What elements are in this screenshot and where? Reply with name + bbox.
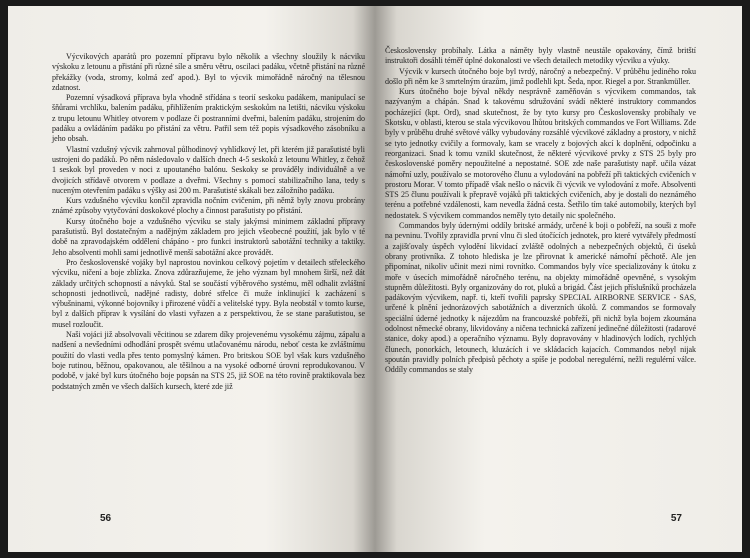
page-number: 56 — [100, 513, 112, 524]
paragraph: Kursy útočného boje a vzdušného výcviku se staly jakýmsi minimem základní přípravy parašutistů. Byl dostatečným a nadějným základem pro jejich všeobecné použití, jak bylo v té době na zpravodajském oddělení chápáno - pro funkci instruktorů sabotážní techniky a taktiky. Jeho absolventi mohli sami jednotlivě menší sabotážní akce provádět. — [52, 216, 365, 257]
paragraph: Výcvikových aparátů pro pozemní přípravu bylo několik a všechny sloužily k nácviku výskoku z letounu a přistání při různé síle a směru větru, oscilaci padáku, včetně přistání na různé překážky (voda, stromy, kolmá zeď apod.). Byl to výcvik mimořádně náročný na tělesnou zdatnost. — [52, 52, 365, 92]
paragraph: Vlastní vzdušný výcvik zahrnoval půlhodinový vyhlídkový let, při kterém již parašutisté byli ustrojeni do padáků. Po něm následovalo v dalších dnech 4-5 seskoků z letounu Whitley, z čehož 1 seskok byl proveden v noci z upoutaného balónu. Seskoky se prováděly individuálně a ve dvojicích střídavě otvorem v podlaze a dveřmi. Všechny s pomocí stabilizačního lana, tedy s nuceným otevřením padáku s výšky asi 200 m. Parašutisté skákali bez záložního padáku. — [52, 144, 365, 195]
paragraph: Kurs vzdušného výcviku končil zpravidla nočním cvičením, při němž byly znovu probrány známé způsoby vytyčování doskokové plochy a činnost parašutisty po přistání. — [52, 196, 365, 216]
page-number: 57 — [670, 513, 682, 524]
paragraph: Kurs útočného boje býval někdy nesprávně zaměňován s výcvikem commandos, tak nazývaným a chápán. Snad k takovému sdružování svádí některé instruktory commandos pocházející (kpt. Ord), snad skutečnost, že by tyto kursy pro Československy probíhaly ve Skotsku, v oblasti, kterou se stala výcvikovou lhůtou britských commandos ve Fort Williams. Zde byly v průběhu druhé světové války vybudovány rozsáhlé výcvikové základny a prostory, v nichž se tyto jednotky cvičily a formovaly, kam se vracely z bojových akcí k doplnění, odpočinku a reorganizaci. Snad k tomu vznikl skutečnost, že některé výcvikové prvky z STS 25 byly pro československé poměry nepoužitelné a nepostatné. SOE zde naše parašutisty např. učila vázat námořní uzly, používalo se motorového člunu a vylodování na pobřeží při taktických cvičeních v prostoru Morar. V tomto případě však nešlo o nácvik či výcvik ve vylodování z moře. Absolventi STS 25 člunu používali k přepravě vojáků při taktických cvičeních, aby je dostali do neznámého terénu a potřebné vzdálenosti, kam nevedla žádná cesta. Šetřilo tím také automobily, kterých byl nedostatek. S výcvikem commandos neměly tyto detaily nic společného. — [385, 87, 696, 220]
paragraph: Pro československé vojáky byl naprostou novinkou celkový pojetím v detailech střeleckého výcviku, ničení a boje zblízka. Znova zdůrazňujeme, že jeho význam byl mnohem širší, než dát základy určitých schopností a návyků. Stal se součástí výběrového systému, měl odhalit zvláštní schopnosti jednotlivců, nadějné radisty, dobré střelce či muže inklinující k zacházení s výbušninami, výkonné bojovníky i přirozené vůdčí a velitelské typy. Byla neobstál v tomto kurse, byl z dalších příprav k vysílání do vlasti vyřazen a z perspektivou, že se stane parašutistou, se musel rozloučit. — [52, 257, 365, 329]
paragraph: Commandos byly údernými oddíly britské armády, určené k boji o pobřeží, na souši z moře na pevninu. Tvořily zpravidla první vlnu či sled útočících jednotek, pro které vytvářely předmostí a zajišťovaly úspěch vylodění likvidací zvláště odolných a nebezpečných objektů, či úseků obrany protivníka. Z tohoto hlediska je lze přirovnat k americké námořní pěchotě. Ale jen připomínat, nikoliv učinit mezi nimi rovnítko. Commandos byly více specializovány k útoku z moře v úsecích mimořádně náročného terénu, na objekty mimořádně opevněné, s vysokým stupněm důležitosti. Byly organizovány do rot, pluků a brigád. Část jejich příslušníků procházela padákovým výcvikem, např. ti, kteří tvořili paprsky SPECIAL AIRBORNE SERVICE - SAS, určené k plnění jednorázových sabotážních a diverzních úkolů. Z commandos se formovaly speciální úderné jednotky k nájezdům na francouzské pobřeží, při nichž byla bojem zkoumána odolnost německé obrany, likvidovány a ničena technická zařízení jedinečné důležitosti (radarové stanice, doky apod.) a operačního významu. Byly dopravovány v hladinových lodích, rychlých člunech, ponorkách, letounech, kluzácích i ve skládacích kajacích. Commandos nebyl nijak spoután pravidly polních předpisů pěchoty a spíše je podobal neregulérní, nežli regulérní válce. Oddíly commandos se staly — [385, 221, 696, 375]
left-page — [8, 6, 375, 552]
paragraph: Československy probíhaly. Látka a náměty byly vlastně neustále opakovány, čímž britští instruktoři dosáhli téměř úplné dokonalosti ve všech detailech metodiky výcviku a výuky. — [385, 46, 696, 66]
paragraph: Pozemní výsadková příprava byla vhodně střídána s teorií seskoku padákem, manipulací se šňůrami vrchlíku, balením padáku, přihlížením praktickým seskokům na letišti, nácviku výskoku z trupu letounu Whitley otvorem v podlaze či postranními dveřmi, balením padáku, strojením do padáku a ovládáním padáku po přistání za větru. Patřil sem též popis výsadkového zásobníku a jeho obsah. — [52, 93, 365, 144]
book-spread — [8, 6, 742, 552]
right-page — [375, 6, 742, 552]
left-page-text — [52, 52, 365, 392]
paragraph: Naši vojáci již absolvovali věcitinou se zdarem díky projevenému vysokému zájmu, zápalu a nadšení a nevšedními odhodlání prospět svému utlačovanému národu, neboť cesta ke zvláštnímu použití do vlasti vedla přes tento pomyslný kámen. Pro britskou SOE byl však kurs vzdušného boje rutinou, běžnou, opakovanou, ale těšilnou a na vysoké odborné úrovni reprodukovanou. V podobě, v jaké byl kurs útočného boje popsán na STS 25, již SOE na této rovině praktikovala bez podstatných změn ve všech dalších kursech, které zde již — [52, 330, 365, 391]
right-page-text — [385, 46, 696, 376]
paragraph: Výcvik v kursech útočného boje byl tvrdý, náročný a nebezpečný. V průběhu jediného roku došlo při něm ke 3 smrtelným úrazům, jimž podlehli kpt. Šeda, npor. Riegel a por. Strankmüller. — [385, 66, 696, 86]
